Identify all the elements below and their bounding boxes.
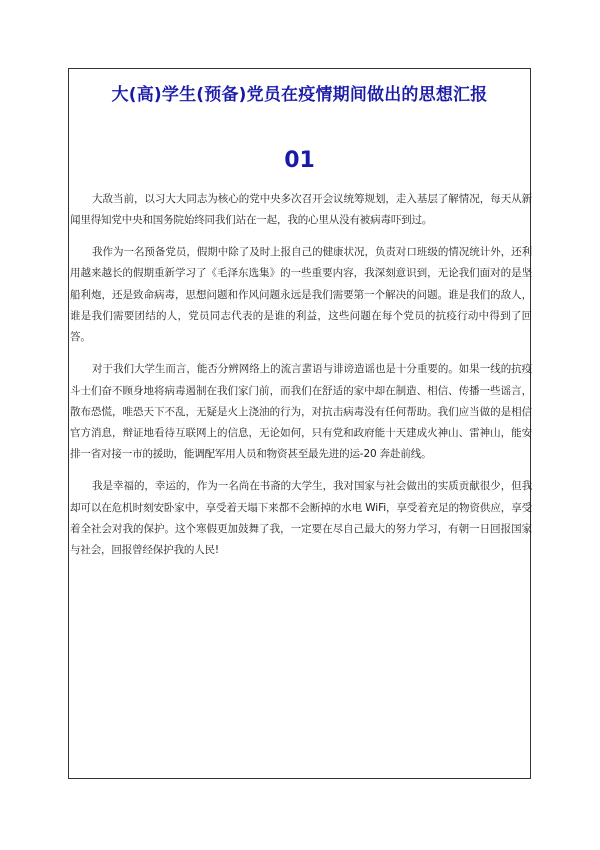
document-body bbox=[70, 189, 532, 572]
paragraph: 我作为一名预备党员，假期中除了及时上报自己的健康状况，负责对口班级的情况统计外，还利用越来越长的假期重新学习了《毛泽东选集》的一些重要内容，我深刻意识到，无论我们面对的是坚船利炮，还是致命病毒，思想问题和作风问题永远是我们需要第一个解决的问题。谁是我们的敌人，谁是我们需要团结的人，党员同志代表的是谁的利益，这些问题在每个党员的抗疫行动中得到了回答。 bbox=[70, 246, 532, 344]
paragraph: 大敌当前，以习大大同志为核心的党中央多次召开会议统筹规划，走入基层了解情况，每天从新闻里得知党中央和国务院始终同我们站在一起，我的心里从没有被病毒吓到过。 bbox=[70, 193, 532, 227]
paragraph: 对于我们大学生而言，能否分辨网络上的流言蜚语与诽谤造谣也是十分重要的。如果一线的抗疫斗士们奋不顾身地将病毒遏制在我们家门前，而我们在舒适的家中却在制造、相信、传播一些谣言，散布恐慌，唯恐天下不乱，无疑是火上浇油的行为，对抗击病毒没有任何帮助。我们应当做的是相信官方消息，辩证地看待互联网上的信息，无论如何，只有党和政府能十天建成火神山、雷神山，能安排一省对接一市的援助，能调配军用人员和物资甚至最先进的运-20 奔赴前线。 bbox=[70, 363, 532, 461]
document-title: 大(高)学生(预备)党员在疫情期间做出的思想汇报 bbox=[111, 85, 488, 105]
paragraph: 我是幸福的，幸运的，作为一名尚在书斋的大学生，我对国家与社会做出的实质贡献很少，但我却可以在危机时刻安卧家中，享受着天塌下来都不会断掉的水电 WiFi，享受着充足的物资供应，享受着全社会对我的保护。这个寒假更加鼓舞了我，一定要在尽自己最大的努力学习，有朝一日回报国家与社会，回报曾经保护我的人民! bbox=[70, 480, 532, 557]
section-number: 01 bbox=[284, 148, 315, 173]
